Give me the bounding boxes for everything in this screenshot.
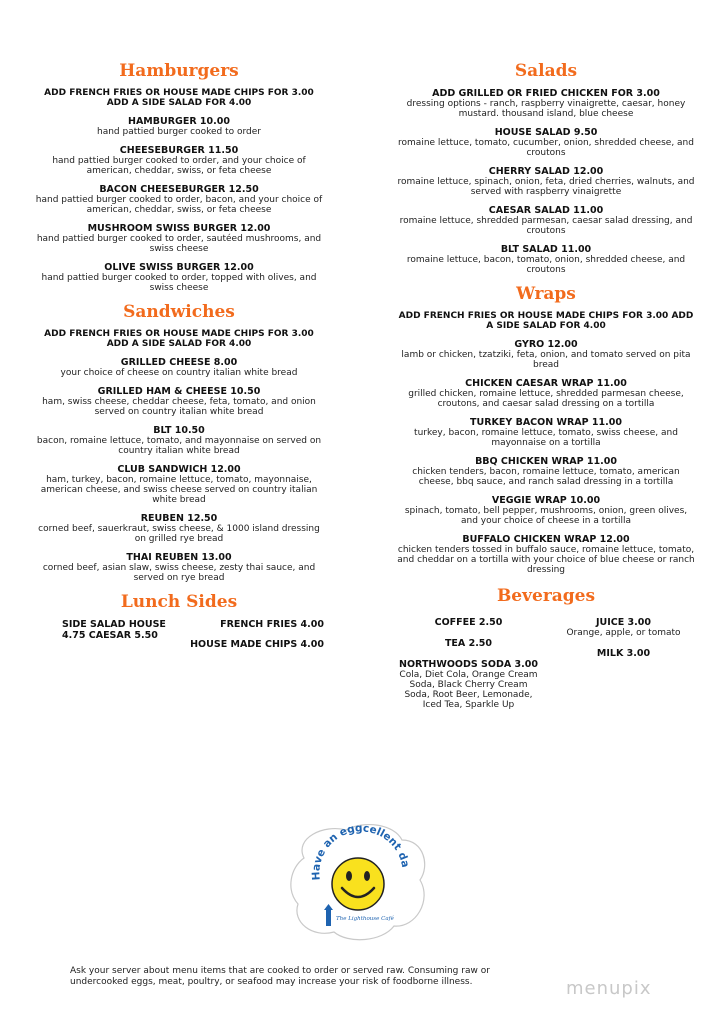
disclaimer-text: Ask your server about menu items that are cooked to order or served raw. Consuming raw or undercooked eggs, meat, poultry, or seafood may increase your risk of foodborne illness. (70, 966, 490, 987)
hamburgers-intro: ADD FRENCH FRIES OR HOUSE MADE CHIPS FOR 3.00 ADD A SIDE SALAD FOR 4.00 (44, 88, 314, 108)
sandwich-item-name: THAI REUBEN 13.00 (126, 552, 232, 563)
left-column (34, 60, 324, 650)
beverage-name: JUICE 3.00 (596, 617, 651, 628)
sandwich-item (34, 357, 324, 378)
sandwiches-list (34, 357, 324, 583)
sandwich-item (34, 552, 324, 583)
hamburger-item-desc: hand pattied burger cooked to order, bacon, and your choice of american, cheddar, swiss, or feta cheese (35, 195, 323, 215)
salads-title: Salads (514, 61, 578, 81)
beverages-title: Beverages (496, 586, 596, 606)
hamburger-item-name: OLIVE SWISS BURGER 12.00 (104, 262, 254, 273)
sandwich-item-name: CLUB SANDWICH 12.00 (117, 464, 241, 475)
hamburgers-list (34, 116, 324, 293)
lunch-sides-section (34, 591, 324, 650)
salad-item-name: CAESAR SALAD 11.00 (488, 205, 604, 216)
sandwich-item-name: BLT 10.50 (153, 425, 205, 436)
sandwiches-section (34, 301, 324, 583)
salad-item-name: CHERRY SALAD 12.00 (488, 166, 604, 177)
hamburger-item-desc: hand pattied burger cooked to order (96, 127, 262, 137)
sandwich-item (34, 425, 324, 456)
wrap-item-desc: turkey, bacon, romaine lettuce, tomato, swiss cheese, and mayonnaise on a tortilla (414, 428, 678, 448)
salads-intro (396, 88, 696, 119)
hamburger-item-desc: hand pattied burger cooked to order, topped with olives, and swiss cheese (41, 273, 317, 293)
house-chips-item: HOUSE MADE CHIPS 4.00 (190, 639, 324, 650)
wrap-item-desc: grilled chicken, romaine lettuce, shredded parmesan cheese, croutons, and caesar salad dressing on a tortilla (408, 389, 684, 409)
hamburger-item (34, 145, 324, 176)
sandwich-item-name: REUBEN 12.50 (140, 513, 218, 524)
sandwich-item (34, 464, 324, 505)
salad-item-desc: romaine lettuce, spinach, onion, feta, dried cherries, walnuts, and served with raspberry vinaigrette (397, 177, 695, 197)
wraps-list (396, 339, 696, 575)
beverage-item (551, 648, 696, 659)
beverages-right-column (551, 617, 696, 720)
sandwich-item-name: GRILLED HAM & CHEESE 10.50 (97, 386, 261, 397)
sandwich-item-desc: ham, turkey, bacon, romaine lettuce, tomato, mayonnaise, american cheese, and swiss cheese served on country italian white bread (40, 475, 318, 505)
eggcellent-logo (284, 818, 434, 946)
beverage-item (396, 659, 541, 710)
lunch-sides-list (34, 619, 324, 650)
salads-intro-desc: dressing options - ranch, raspberry vinaigrette, caesar, honey mustard. thousand island, blue cheese (406, 99, 686, 119)
beverage-name: NORTHWOODS SODA 3.00 (399, 659, 538, 670)
salads-intro-head: ADD GRILLED OR FRIED CHICKEN FOR 3.00 (432, 88, 660, 99)
salad-item (396, 127, 696, 158)
sandwich-item-name: GRILLED CHEESE 8.00 (120, 357, 238, 368)
hamburger-item (34, 262, 324, 293)
wrap-item-name: BBQ CHICKEN WRAP 11.00 (475, 456, 617, 467)
hamburger-item-name: HAMBURGER 10.00 (128, 116, 230, 127)
wrap-item-desc: chicken tenders, bacon, romaine lettuce, tomato, american cheese, bbq sauce, and ranch salad dressing in a tortilla (412, 467, 680, 487)
sandwich-item-desc: ham, swiss cheese, cheddar cheese, feta, tomato, and onion served on country italian white bread (42, 397, 316, 417)
wrap-item-name: CHICKEN CAESAR WRAP 11.00 (465, 378, 627, 389)
wrap-item-name: BUFFALO CHICKEN WRAP 12.00 (462, 534, 630, 545)
sandwich-item-desc: your choice of cheese on country italian white bread (60, 368, 298, 378)
wrap-item-desc: spinach, tomato, bell pepper, mushrooms, onion, green olives, and your choice of cheese in a tortilla (404, 506, 688, 526)
beverages-section (396, 585, 696, 720)
beverage-item (551, 617, 696, 638)
logo-brand: The Lighthouse Café (336, 916, 394, 922)
hamburgers-section (34, 60, 324, 293)
hamburger-item (34, 223, 324, 254)
hamburger-item-desc: hand pattied burger cooked to order, and your choice of american, cheddar, swiss, or feta cheese (52, 156, 306, 176)
salad-item (396, 166, 696, 197)
wrap-item (396, 495, 696, 526)
hamburger-item (34, 184, 324, 215)
beverage-name: MILK 3.00 (596, 648, 651, 659)
side-salad-item: SIDE SALAD HOUSE 4.75 CAESAR 5.50 (62, 619, 166, 641)
hamburger-item (34, 116, 324, 137)
sandwich-item-desc: corned beef, sauerkraut, swiss cheese, & 1000 island dressing on grilled rye bread (38, 524, 320, 544)
salads-section (396, 60, 696, 275)
salad-item-name: HOUSE SALAD 9.50 (494, 127, 598, 138)
wrap-item-name: VEGGIE WRAP 10.00 (491, 495, 601, 506)
sandwich-item (34, 386, 324, 417)
wrap-item (396, 378, 696, 409)
lighthouse-icon (326, 910, 331, 926)
french-fries-item: FRENCH FRIES 4.00 (220, 619, 324, 630)
right-column (396, 60, 696, 720)
wrap-item (396, 417, 696, 448)
hamburger-item-name: MUSHROOM SWISS BURGER 12.00 (87, 223, 271, 234)
wrap-item-desc: lamb or chicken, tzatziki, feta, onion, and tomato served on pita bread (401, 350, 691, 370)
wrap-item (396, 456, 696, 487)
salad-item-desc: romaine lettuce, bacon, tomato, onion, shredded cheese, and croutons (406, 255, 686, 275)
salad-item-desc: romaine lettuce, tomato, cucumber, onion, shredded cheese, and croutons (398, 138, 694, 158)
sandwich-item (34, 513, 324, 544)
wraps-title: Wraps (516, 284, 576, 304)
lunch-sides-title: Lunch Sides (120, 592, 238, 612)
sandwich-item-desc: bacon, romaine lettuce, tomato, and mayonnaise on served on country italian white bread (36, 436, 322, 456)
beverage-name: TEA 2.50 (444, 638, 493, 649)
beverage-desc: Orange, apple, or tomato (566, 628, 681, 638)
sandwiches-title: Sandwiches (123, 302, 235, 322)
sandwich-item-desc: corned beef, asian slaw, swiss cheese, zesty thai sauce, and served on rye bread (42, 563, 316, 583)
beverage-item (396, 617, 541, 628)
beverages-left-column (396, 617, 541, 720)
salad-item-name: BLT SALAD 11.00 (500, 244, 592, 255)
beverage-desc: Cola, Diet Cola, Orange Cream Soda, Black Cherry Cream Soda, Root Beer, Lemonade, Iced Tea, Sparkle Up (399, 670, 538, 710)
wrap-item-name: GYRO 12.00 (514, 339, 578, 350)
beverage-item (396, 638, 541, 649)
sandwiches-intro: ADD FRENCH FRIES OR HOUSE MADE CHIPS FOR 3.00 ADD A SIDE SALAD FOR 4.00 (44, 329, 314, 349)
wrap-item (396, 534, 696, 575)
wrap-item (396, 339, 696, 370)
egg-logo-icon (284, 818, 434, 946)
salad-item (396, 205, 696, 236)
watermark-text: menupix (566, 978, 652, 999)
wrap-item-name: TURKEY BACON WRAP 11.00 (470, 417, 622, 428)
lunch-sides-right (190, 619, 324, 650)
hamburgers-title: Hamburgers (119, 61, 239, 81)
logo-tagline: Have an eggcellent da (310, 822, 412, 881)
salad-item (396, 244, 696, 275)
hamburger-item-desc: hand pattied burger cooked to order, sautéed mushrooms, and swiss cheese (36, 234, 322, 254)
smiley-face-icon (332, 858, 384, 910)
beverage-name: COFFEE 2.50 (434, 617, 503, 628)
salad-item-desc: romaine lettuce, shredded parmesan, caesar salad dressing, and croutons (399, 216, 693, 236)
wrap-item-desc: chicken tenders tossed in buffalo sauce, romaine lettuce, tomato, and cheddar on a tortilla with your choice of blue cheese or ranch dressing (397, 545, 695, 575)
hamburger-item-name: BACON CHEESEBURGER 12.50 (99, 184, 259, 195)
salads-list (396, 127, 696, 275)
beverages-grid (396, 617, 696, 720)
wraps-intro: ADD FRENCH FRIES OR HOUSE MADE CHIPS FOR 3.00 ADD A SIDE SALAD FOR 4.00 (398, 311, 694, 331)
wraps-section (396, 283, 696, 575)
hamburger-item-name: CHEESEBURGER 11.50 (119, 145, 239, 156)
